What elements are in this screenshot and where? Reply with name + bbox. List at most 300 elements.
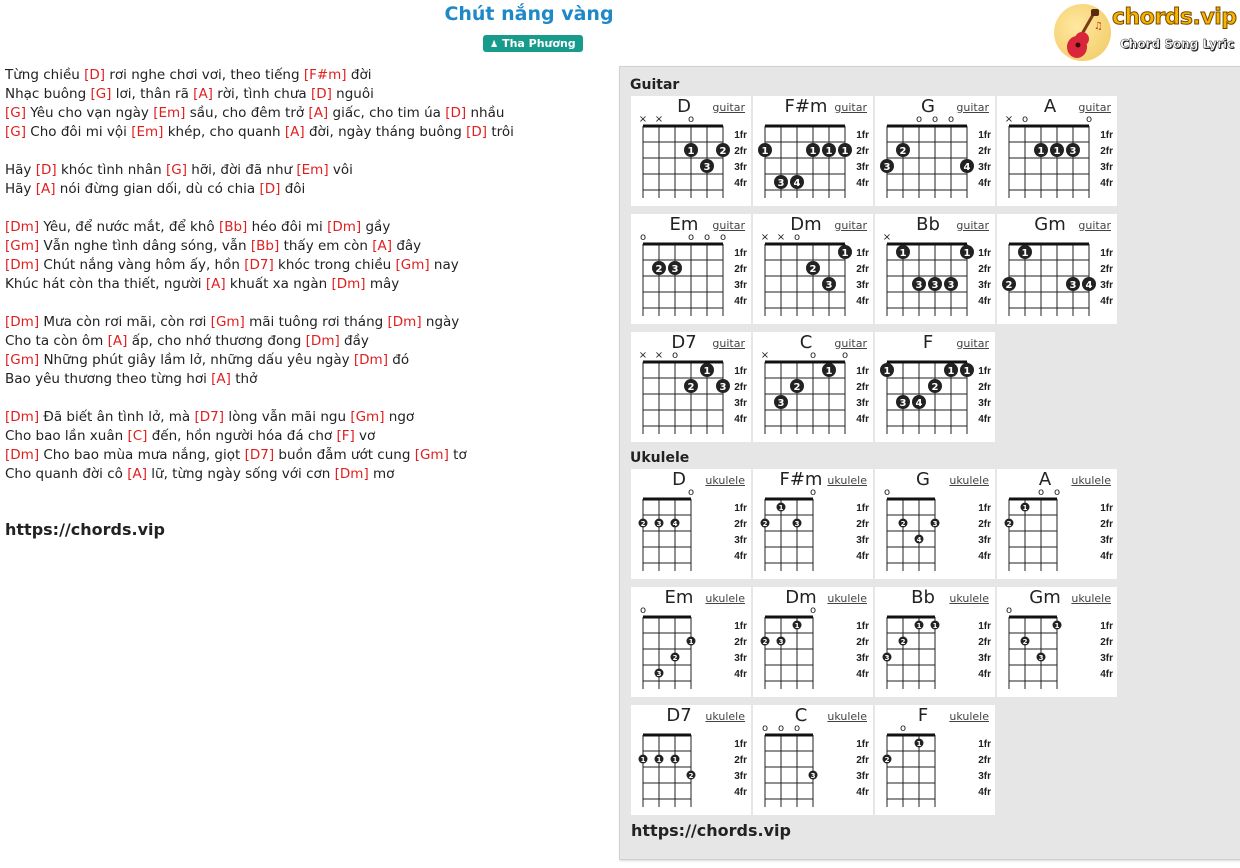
chord-link[interactable]: [D]: [466, 124, 488, 140]
lyric-spacer: [5, 389, 605, 408]
open-string-marker: o: [809, 350, 817, 361]
fret-label: 1fr: [978, 130, 991, 141]
chord-name: Em: [664, 587, 694, 608]
finger-dot: [883, 755, 892, 765]
logo-brand: chords.vip: [1112, 5, 1237, 30]
svg-text:4: 4: [672, 520, 678, 528]
guitar-link[interactable]: guitar: [1078, 101, 1111, 114]
chord-link[interactable]: [D7]: [244, 447, 275, 463]
guitar-chord-card[interactable]: [631, 332, 751, 442]
fret-label: 1fr: [734, 621, 747, 632]
chord-link[interactable]: [Dm]: [5, 409, 40, 425]
fret-label: 1fr: [734, 503, 747, 514]
lyric-line: [5, 446, 605, 465]
lyric-text: khóc trong chiều: [273, 257, 396, 273]
chord-link[interactable]: [A]: [107, 333, 128, 349]
open-string-marker: o: [1085, 114, 1093, 125]
fret-label: 2fr: [856, 755, 869, 766]
svg-text:1: 1: [640, 756, 646, 764]
guitar-link[interactable]: guitar: [956, 101, 989, 114]
chord-link[interactable]: [A]: [211, 371, 231, 387]
finger-dot: [899, 519, 908, 529]
lyric-line: [5, 427, 605, 446]
chord-link[interactable]: [Dm]: [327, 219, 362, 235]
chord-link[interactable]: [Bb]: [250, 238, 280, 254]
svg-text:2: 2: [900, 520, 906, 528]
chord-link[interactable]: [Dm]: [5, 219, 40, 235]
finger-dot: [684, 143, 698, 157]
chord-link[interactable]: [Dm]: [5, 257, 40, 273]
ukulele-section-title: Ukulele: [630, 450, 690, 466]
lyric-text: Cho ta còn ôm: [5, 333, 108, 349]
guitar-chord-card[interactable]: [875, 214, 995, 324]
chord-link[interactable]: [Gm]: [210, 314, 245, 330]
svg-text:1: 1: [688, 638, 694, 646]
open-string-marker: o: [719, 232, 727, 243]
guitar-link[interactable]: guitar: [956, 337, 989, 350]
fret-label: 2fr: [978, 637, 991, 648]
svg-text:1: 1: [1053, 146, 1061, 157]
chord-link[interactable]: [A]: [372, 238, 393, 254]
ukulele-link[interactable]: ukulele: [949, 710, 989, 723]
finger-dot: [1037, 653, 1046, 663]
ukulele-link[interactable]: ukulele: [705, 710, 745, 723]
lyric-text: đời: [346, 67, 372, 83]
finger-dot: [912, 395, 926, 409]
open-string-marker: o: [687, 232, 695, 243]
chord-link[interactable]: [Dm]: [5, 314, 40, 330]
svg-text:1: 1: [841, 146, 849, 157]
guitar-chord-card[interactable]: [997, 214, 1117, 324]
fret-label: 2fr: [734, 755, 747, 766]
open-string-marker: o: [703, 232, 711, 243]
svg-text:3: 3: [777, 178, 785, 189]
lyric-text: tơ: [448, 447, 467, 463]
lyric-text: nay: [429, 257, 459, 273]
ukulele-chord-card[interactable]: [753, 469, 873, 579]
chord-link[interactable]: [D]: [84, 67, 106, 83]
finger-dot: [806, 261, 820, 275]
lyric-text: đây: [392, 238, 422, 254]
site-url[interactable]: https://chords.vip: [5, 520, 165, 539]
ukulele-chord-card[interactable]: [631, 705, 751, 815]
muted-string-marker: ×: [654, 114, 664, 125]
open-string-marker: o: [777, 723, 785, 734]
open-string-marker: o: [947, 114, 955, 125]
chord-link[interactable]: [A]: [35, 181, 56, 197]
fret-label: 1fr: [1100, 503, 1113, 514]
chord-name: Bb: [916, 214, 940, 235]
ukulele-chord-card[interactable]: [753, 705, 873, 815]
chord-link[interactable]: [G]: [165, 162, 187, 178]
lyric-text: vôi: [328, 162, 353, 178]
ukulele-link[interactable]: ukulele: [827, 592, 867, 605]
finger-dot: [687, 771, 696, 781]
finger-dot: [896, 245, 910, 259]
fret-label: 4fr: [978, 669, 991, 680]
guitar-link[interactable]: guitar: [712, 101, 745, 114]
chord-link[interactable]: [Dm]: [331, 276, 366, 292]
open-string-marker: o: [1005, 605, 1013, 616]
fret-label: 3fr: [978, 535, 991, 546]
finger-dot: [822, 277, 836, 291]
chord-name: F#m: [784, 96, 828, 117]
chord-link[interactable]: [G]: [5, 105, 26, 121]
open-string-marker: o: [883, 487, 891, 498]
ukulele-chord-card[interactable]: [997, 587, 1117, 697]
lyrics-block: [5, 66, 605, 484]
guitar-chord-card[interactable]: [753, 96, 873, 206]
guitar-chord-card[interactable]: [875, 96, 995, 206]
chord-link[interactable]: [Gm]: [5, 352, 40, 368]
fret-label: 4fr: [978, 551, 991, 562]
lyric-line: [5, 313, 605, 332]
fret-label: 3fr: [978, 398, 991, 409]
muted-string-marker: ×: [776, 232, 786, 243]
finger-dot: [1066, 277, 1080, 291]
chord-link[interactable]: [Em]: [296, 162, 329, 178]
guitar-link[interactable]: guitar: [834, 101, 867, 114]
svg-text:1: 1: [794, 622, 800, 630]
lyric-text: trôi: [487, 124, 514, 140]
ukulele-link[interactable]: ukulele: [1071, 474, 1111, 487]
fret-label: 4fr: [1100, 551, 1113, 562]
muted-string-marker: ×: [638, 114, 648, 125]
chord-link[interactable]: [G]: [90, 86, 112, 102]
lyric-text: Cho bao lần xuân: [5, 428, 128, 444]
svg-text:1: 1: [916, 622, 922, 630]
fret-label: 3fr: [978, 162, 991, 173]
person-icon: ♟: [490, 40, 499, 50]
svg-text:3: 3: [671, 264, 679, 275]
chord-name: G: [921, 96, 935, 117]
panel-url[interactable]: https://chords.vip: [631, 821, 791, 840]
guitar-link[interactable]: guitar: [712, 219, 745, 232]
svg-text:3: 3: [899, 398, 907, 409]
lyric-text: buồn đẫm ướt cung: [274, 447, 415, 463]
finger-dot: [655, 519, 664, 529]
svg-text:3: 3: [883, 162, 891, 173]
svg-text:2: 2: [793, 382, 801, 393]
lyric-line: [5, 256, 605, 275]
finger-dot: [928, 277, 942, 291]
lyric-spacer: [5, 294, 605, 313]
lyric-text: rơi nghe chơi vơi, theo tiếng: [105, 67, 304, 83]
chord-link[interactable]: [Dm]: [334, 466, 369, 482]
lyric-text: rời, tình chưa: [212, 86, 311, 102]
lyric-text: Hãy: [5, 181, 36, 197]
chord-link[interactable]: [A]: [193, 86, 213, 102]
svg-text:3: 3: [810, 772, 816, 780]
finger-dot: [896, 143, 910, 157]
fret-label: 3fr: [978, 771, 991, 782]
fret-label: 2fr: [978, 382, 991, 393]
open-string-marker: o: [793, 232, 801, 243]
ukulele-chord-card[interactable]: [875, 705, 995, 815]
fret-label: 1fr: [856, 366, 869, 377]
fret-label: 4fr: [978, 787, 991, 798]
chord-name: C: [794, 705, 808, 726]
svg-text:1: 1: [841, 248, 849, 259]
chord-name: Gm: [1029, 587, 1061, 608]
guitar-chord-card[interactable]: [753, 214, 873, 324]
fret-label: 2fr: [856, 382, 869, 393]
chord-link[interactable]: [G]: [5, 124, 26, 140]
finger-dot: [687, 637, 696, 647]
chord-name: Em: [669, 214, 699, 235]
guitar-link[interactable]: guitar: [834, 219, 867, 232]
fret-label: 4fr: [978, 296, 991, 307]
chord-name: F: [917, 705, 929, 726]
open-string-marker: o: [899, 723, 907, 734]
lyric-text: lòng vẫn mãi ngu: [224, 409, 351, 425]
chord-link[interactable]: [D7]: [194, 409, 225, 425]
fret-label: 3fr: [1100, 653, 1113, 664]
lyric-text: gầy: [361, 219, 391, 235]
fret-label: 3fr: [734, 398, 747, 409]
svg-text:2: 2: [687, 382, 695, 393]
ukulele-link[interactable]: ukulele: [827, 710, 867, 723]
finger-dot: [671, 755, 680, 765]
fret-label: 4fr: [856, 296, 869, 307]
chord-link[interactable]: [D]: [35, 162, 57, 178]
fret-label: 3fr: [978, 653, 991, 664]
lyric-text: Cho đôi mi vội: [26, 124, 132, 140]
guitar-link[interactable]: guitar: [1078, 219, 1111, 232]
svg-text:4: 4: [1085, 280, 1093, 291]
open-string-marker: o: [931, 114, 939, 125]
chord-link[interactable]: [D]: [445, 105, 467, 121]
svg-text:1: 1: [778, 504, 784, 512]
chord-link[interactable]: [Gm]: [350, 409, 385, 425]
lyric-text: ấp, cho nhớ thương đong: [127, 333, 306, 349]
finger-dot: [896, 395, 910, 409]
lyric-line: [5, 180, 605, 199]
ukulele-chord-card[interactable]: [875, 587, 995, 697]
fret-label: 4fr: [734, 296, 747, 307]
site-logo[interactable]: [1052, 3, 1237, 63]
ukulele-chord-card[interactable]: [753, 587, 873, 697]
finger-dot: [915, 621, 924, 631]
finger-dot: [1005, 519, 1014, 529]
svg-text:2: 2: [762, 520, 768, 528]
lyric-text: thấy em còn: [279, 238, 373, 254]
fret-label: 4fr: [978, 414, 991, 425]
lyric-text: đó: [387, 352, 410, 368]
chord-link[interactable]: [Em]: [131, 124, 164, 140]
ukulele-link[interactable]: ukulele: [949, 474, 989, 487]
chord-link[interactable]: [Gm]: [395, 257, 430, 273]
finger-dot: [777, 637, 786, 647]
artist-badge[interactable]: [483, 35, 583, 52]
finger-dot: [931, 519, 940, 529]
fret-label: 1fr: [856, 503, 869, 514]
fret-label: 1fr: [978, 503, 991, 514]
svg-text:1: 1: [963, 248, 971, 259]
fret-label: 4fr: [856, 669, 869, 680]
chord-link[interactable]: [Dm]: [387, 314, 422, 330]
open-string-marker: o: [639, 605, 647, 616]
finger-dot: [912, 277, 926, 291]
open-string-marker: o: [809, 605, 817, 616]
chord-link[interactable]: [F]: [336, 428, 355, 444]
svg-text:2: 2: [809, 264, 817, 275]
muted-string-marker: ×: [1004, 114, 1014, 125]
fret-label: 4fr: [734, 551, 747, 562]
finger-dot: [822, 363, 836, 377]
chord-link[interactable]: [Em]: [153, 105, 186, 121]
svg-text:1: 1: [1022, 504, 1028, 512]
chord-link[interactable]: [Dm]: [305, 333, 340, 349]
fret-label: 4fr: [1100, 669, 1113, 680]
ukulele-link[interactable]: ukulele: [949, 592, 989, 605]
svg-text:3: 3: [777, 398, 785, 409]
guitar-section-title: Guitar: [630, 77, 680, 93]
fret-label: 1fr: [734, 739, 747, 750]
chord-link[interactable]: [Gm]: [414, 447, 449, 463]
lyric-text: sầu, cho đêm trở: [185, 105, 309, 121]
chord-link[interactable]: [C]: [127, 428, 148, 444]
lyric-line: [5, 408, 605, 427]
chord-link[interactable]: [F#m]: [303, 67, 347, 83]
fret-label: 2fr: [856, 637, 869, 648]
finger-dot: [639, 519, 648, 529]
ukulele-chord-card[interactable]: [631, 587, 751, 697]
ukulele-chord-card[interactable]: [997, 469, 1117, 579]
finger-dot: [928, 379, 942, 393]
chord-name: C: [799, 332, 813, 353]
fret-label: 2fr: [734, 637, 747, 648]
lyric-line: [5, 370, 605, 389]
fret-label: 1fr: [1100, 130, 1113, 141]
svg-text:4: 4: [963, 162, 971, 173]
svg-text:2: 2: [719, 146, 727, 157]
finger-dot: [960, 159, 974, 173]
fret-label: 4fr: [856, 178, 869, 189]
finger-dot: [716, 143, 730, 157]
lyric-text: giấc, cho tim úa: [328, 105, 446, 121]
finger-dot: [1021, 503, 1030, 513]
finger-dot: [793, 519, 802, 529]
finger-dot: [668, 261, 682, 275]
guitar-link[interactable]: guitar: [956, 219, 989, 232]
lyric-line: [5, 161, 605, 180]
svg-text:4: 4: [915, 398, 923, 409]
fret-label: 3fr: [734, 280, 747, 291]
guitar-chord-card[interactable]: [875, 332, 995, 442]
guitar-link[interactable]: guitar: [834, 337, 867, 350]
fret-label: 1fr: [978, 366, 991, 377]
lyric-text: Bao yêu thương theo từng hơi: [5, 371, 212, 387]
open-string-marker: o: [761, 723, 769, 734]
guitar-icon: [1064, 9, 1106, 61]
ukulele-link[interactable]: ukulele: [1071, 592, 1111, 605]
chord-link[interactable]: [D]: [310, 86, 332, 102]
lyric-text: đôi: [280, 181, 306, 197]
finger-dot: [838, 143, 852, 157]
fret-label: 2fr: [978, 146, 991, 157]
svg-text:2: 2: [1006, 520, 1012, 528]
guitar-chord-card[interactable]: [631, 96, 751, 206]
chord-name: Dm: [790, 214, 822, 235]
svg-text:2: 2: [762, 638, 768, 646]
fret-label: 4fr: [734, 669, 747, 680]
ukulele-chord-card[interactable]: [631, 469, 751, 579]
chord-name: F#m: [779, 469, 823, 490]
finger-dot: [774, 395, 788, 409]
fret-label: 1fr: [1100, 248, 1113, 259]
guitar-link[interactable]: guitar: [712, 337, 745, 350]
chord-link[interactable]: [Dm]: [353, 352, 388, 368]
fret-label: 4fr: [978, 178, 991, 189]
chord-link[interactable]: [A]: [308, 105, 329, 121]
open-string-marker: o: [915, 114, 923, 125]
lyric-text: thở: [230, 371, 258, 387]
svg-text:4: 4: [916, 536, 922, 544]
artist-name: Tha Phương: [502, 37, 576, 50]
finger-dot: [671, 653, 680, 663]
guitar-chord-card[interactable]: [997, 96, 1117, 206]
lyric-line: [5, 218, 605, 237]
open-string-marker: o: [687, 487, 695, 498]
finger-dot: [761, 637, 770, 647]
guitar-chord-card[interactable]: [631, 214, 751, 324]
ukulele-link[interactable]: ukulele: [705, 592, 745, 605]
chord-name: Dm: [785, 587, 817, 608]
finger-dot: [758, 143, 772, 157]
lyric-text: Đã biết ân tình lở, mà: [39, 409, 195, 425]
svg-text:1: 1: [761, 146, 769, 157]
svg-text:1: 1: [687, 146, 695, 157]
muted-string-marker: ×: [654, 350, 664, 361]
chord-name: G: [916, 469, 930, 490]
svg-text:4: 4: [793, 178, 801, 189]
finger-dot: [652, 261, 666, 275]
chord-link[interactable]: [A]: [205, 276, 226, 292]
chord-link[interactable]: [Bb]: [218, 219, 248, 235]
fret-label: 1fr: [978, 739, 991, 750]
ukulele-chord-card[interactable]: [875, 469, 995, 579]
chord-link[interactable]: [Gm]: [5, 238, 40, 254]
lyric-text: nguôi: [331, 86, 374, 102]
chord-link[interactable]: [D]: [259, 181, 281, 197]
open-string-marker: o: [793, 723, 801, 734]
lyric-text: Chút nắng vàng hôm ấy, hồn: [39, 257, 245, 273]
svg-text:1: 1: [703, 366, 711, 377]
svg-text:3: 3: [1069, 280, 1077, 291]
fret-label: 4fr: [1100, 296, 1113, 307]
open-string-marker: o: [809, 487, 817, 498]
chord-link[interactable]: [Dm]: [5, 447, 40, 463]
ukulele-link[interactable]: ukulele: [827, 474, 867, 487]
muted-string-marker: ×: [638, 350, 648, 361]
chord-link[interactable]: [A]: [127, 466, 147, 482]
fret-label: 4fr: [734, 787, 747, 798]
chord-panel: [619, 66, 1240, 860]
svg-text:1: 1: [1054, 622, 1060, 630]
lyric-line: [5, 123, 605, 142]
chord-link[interactable]: [A]: [284, 124, 305, 140]
svg-text:1: 1: [916, 740, 922, 748]
chord-link[interactable]: [D7]: [244, 257, 274, 273]
fret-label: 1fr: [856, 130, 869, 141]
ukulele-link[interactable]: ukulele: [705, 474, 745, 487]
guitar-chord-card[interactable]: [753, 332, 873, 442]
open-string-marker: o: [671, 350, 679, 361]
svg-text:2: 2: [688, 772, 694, 780]
finger-dot: [944, 363, 958, 377]
fret-label: 1fr: [734, 130, 747, 141]
